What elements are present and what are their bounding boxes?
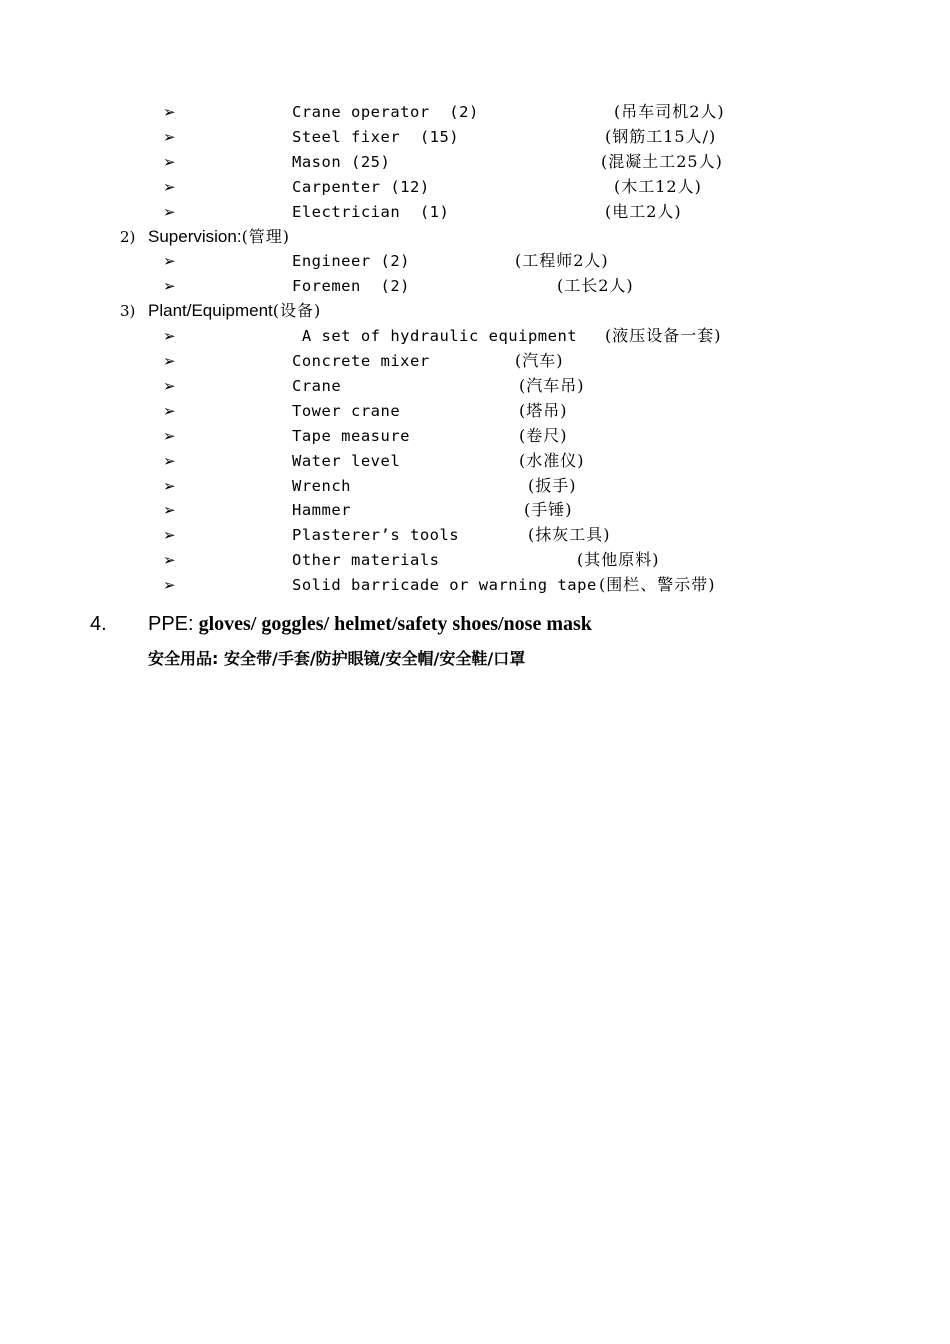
item-english: Plasterer’s tools [292,526,460,544]
arrow-bullet-icon: ➢ [163,576,176,594]
section-title: Supervision:(管理) [148,227,291,246]
item-english: Solid barricade or warning tape [292,576,597,594]
plant-item [0,474,950,498]
item-english: Tape measure [292,427,410,445]
ppe-heading [148,610,592,638]
labor-item [0,100,950,124]
ppe-label: PPE: [148,613,194,635]
arrow-bullet-icon: ➢ [163,551,176,569]
item-chinese: (混凝土工25人) [601,152,723,171]
ppe-section-number: 4. [90,613,107,635]
supervision-item [0,274,950,298]
arrow-bullet-icon: ➢ [163,178,176,196]
arrow-bullet-icon: ➢ [163,277,176,295]
arrow-bullet-icon: ➢ [163,352,176,370]
arrow-bullet-icon: ➢ [163,526,176,544]
item-english: Mason (25) [292,153,391,171]
item-english: A set of hydraulic equipment [292,327,578,345]
arrow-bullet-icon: ➢ [163,377,176,395]
item-english: Steel fixer (15) [292,128,460,146]
item-chinese: (卷尺) [519,426,568,445]
item-english: Crane operator (2) [292,103,479,121]
item-chinese: (工长2人) [557,276,634,295]
arrow-bullet-icon: ➢ [163,252,176,270]
item-english: Electrician (1) [292,203,450,221]
item-chinese: (其他原料) [577,550,660,569]
item-english: Engineer (2) [292,252,410,270]
arrow-bullet-icon: ➢ [163,501,176,519]
item-chinese: (汽车) [515,351,564,370]
item-english: Foremen (2) [292,277,410,295]
plant-item [0,449,950,473]
item-chinese: (吊车司机2人) [614,102,725,121]
arrow-bullet-icon: ➢ [163,452,176,470]
arrow-bullet-icon: ➢ [163,103,176,121]
item-chinese: (抹灰工具) [528,525,611,544]
arrow-bullet-icon: ➢ [163,427,176,445]
section-number: 2) [120,228,136,246]
item-english: Concrete mixer [292,352,430,370]
plant-item [0,324,950,348]
supervision-heading [0,225,950,249]
plant-item [0,374,950,398]
section-title-chinese: (管理) [241,227,291,246]
arrow-bullet-icon: ➢ [163,203,176,221]
item-english: Hammer [292,501,351,519]
item-chinese: (扳手) [528,476,577,495]
item-english: Carpenter (12) [292,178,430,196]
section-number: 3) [120,302,136,320]
item-english: Wrench [292,477,351,495]
plant-item [0,548,950,572]
item-english: Other materials [292,551,440,569]
labor-item [0,125,950,149]
plant-item [0,424,950,448]
arrow-bullet-icon: ➢ [163,153,176,171]
item-chinese: (液压设备一套) [605,326,722,345]
item-chinese: (工程师2人) [515,251,609,270]
labor-item [0,200,950,224]
plant-heading [0,299,950,323]
item-chinese: (围栏、警示带) [599,575,716,594]
plant-item [0,399,950,423]
item-chinese: (手锤) [524,500,573,519]
item-chinese: (电工2人) [605,202,682,221]
arrow-bullet-icon: ➢ [163,402,176,420]
plant-item [0,349,950,373]
item-english: Crane [292,377,342,395]
item-chinese: (塔吊) [519,401,568,420]
item-english: Water level [292,452,401,470]
labor-item [0,150,950,174]
item-chinese: (汽车吊) [519,376,585,395]
arrow-bullet-icon: ➢ [163,477,176,495]
supervision-item [0,249,950,273]
item-english: Tower crane [292,402,401,420]
item-chinese: (水准仪) [519,451,585,470]
section-title: Plant/Equipment(设备) [148,301,322,320]
plant-item [0,498,950,522]
arrow-bullet-icon: ➢ [163,327,176,345]
section-title-chinese: (设备) [272,301,322,320]
plant-item [0,573,950,597]
arrow-bullet-icon: ➢ [163,128,176,146]
ppe-chinese: 安全用品: 安全带/手套/防护眼镜/安全帽/安全鞋/口罩 [148,649,526,668]
item-chinese: (木工12人) [614,177,702,196]
item-chinese: (钢筋工15人/) [605,127,717,146]
plant-item [0,523,950,547]
ppe-items: gloves/ goggles/ helmet/safety shoes/nose mask [198,613,592,635]
labor-item [0,175,950,199]
